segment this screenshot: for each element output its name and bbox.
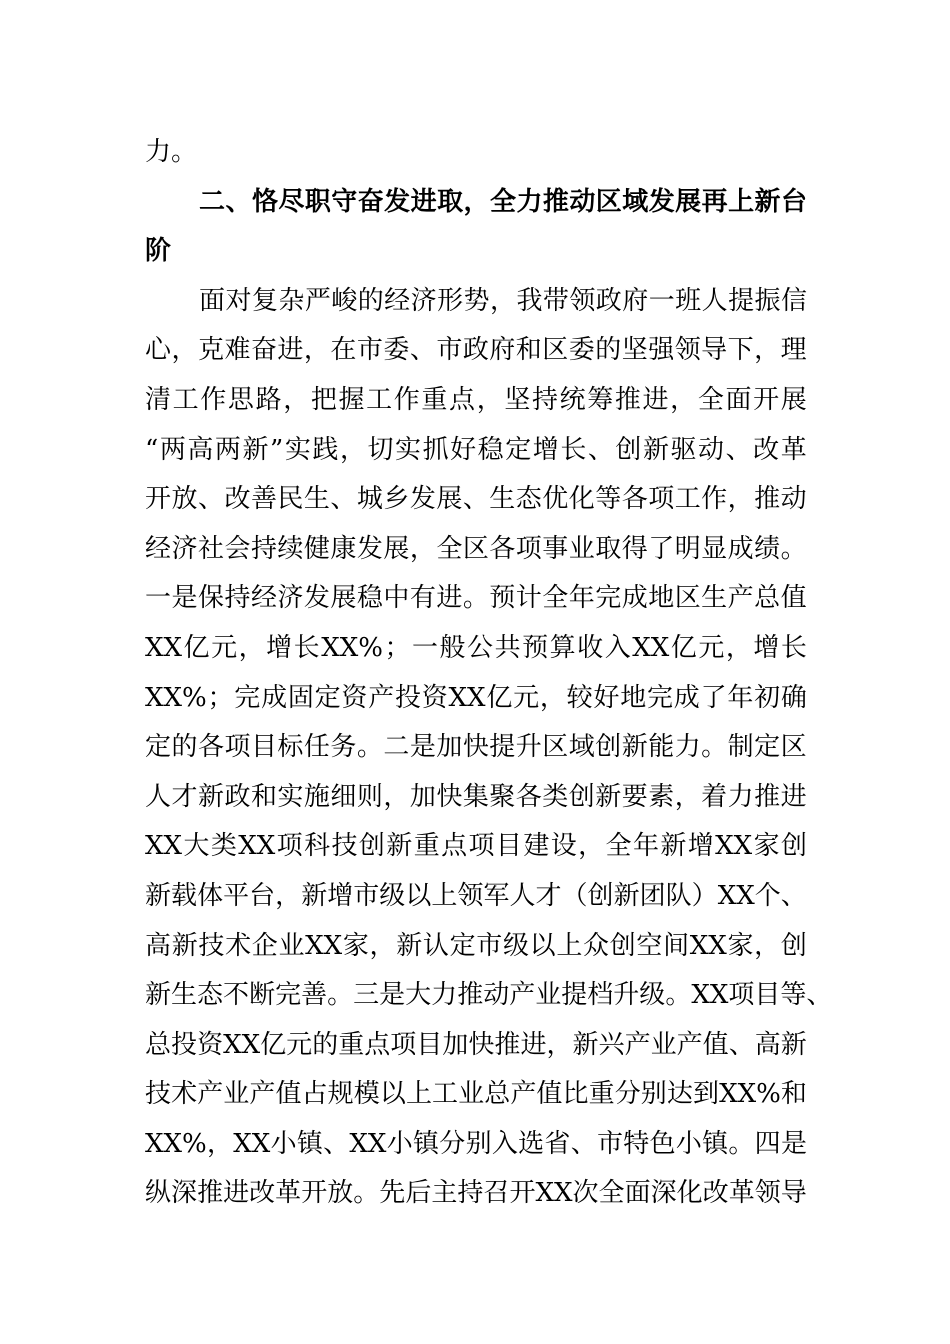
body-text	[145, 128, 833, 1219]
paragraph-line: 高 新 技 术 企 业 XX 家 ， 新 认 定 市 级 以 上 众 创 空 间 XX 家 ， 创	[145, 930, 807, 961]
paragraph-line: “ 两 高 两 新 ” 实 践 ， 切 实 抓 好 稳 定 增 长 、 创 新 驱 动 、 改 革	[145, 434, 807, 465]
paragraph-line: 力。	[145, 137, 198, 167]
section-heading-line: 阶	[145, 236, 172, 267]
paragraph-line: XX 亿 元 ， 增 长 XX% ； 一 般 公 共 预 算 收 入 XX 亿 元 ， 增 长	[145, 632, 807, 663]
paragraph-line: XX% ， XX 小 镇 、 XX 小 镇 分 别 入 选 省 、 市 特 色 小 镇 。 四 是	[145, 1128, 807, 1159]
paragraph-line: 纵 深 推 进 改 革 开 放 。 先 后 主 持 召 开 XX 次 全 面 深 化 改 革 领 导	[145, 1178, 807, 1209]
paragraph-line: 新 生 态 不 断 完 善 。 三 是 大 力 推 动 产 业 提 档 升 级 。 XX 项 目 等 、	[145, 980, 833, 1011]
paragraph-line: 新 载 体 平 台 ， 新 增 市 级 以 上 领 军 人 才 （ 创 新 团 队 ） XX 个 、	[145, 880, 807, 911]
paragraph-line: 总 投 资 XX 亿 元 的 重 点 项 目 加 快 推 进 ， 新 兴 产 业 产 值 、 高 新	[145, 1029, 807, 1060]
paragraph-line: 一 是 保 持 经 济 发 展 稳 中 有 进 。 预 计 全 年 完 成 地 区 生 产 总 值	[145, 583, 807, 614]
paragraph-line: XX% ； 完 成 固 定 资 产 投 资 XX 亿 元 ， 较 好 地 完 成 了 年 初 确	[145, 682, 807, 713]
paragraph-line: XX 大 类 XX 项 科 技 创 新 重 点 项 目 建 设 ， 全 年 新 增 XX 家 创	[145, 831, 807, 862]
paragraph-line: 技 术 产 业 产 值 占 规 模 以 上 工 业 总 产 值 比 重 分 别 达 到 XX% 和	[145, 1079, 807, 1110]
paragraph-line: 心 ， 克 难 奋 进 ， 在 市 委 、 市 政 府 和 区 委 的 坚 强 领 导 下 ， 理	[145, 335, 807, 366]
paragraph-line: 开 放 、 改 善 民 生 、 城 乡 发 展 、 生 态 优 化 等 各 项 工 作 ， 推 动	[145, 484, 807, 515]
paragraph-line: 面 对 复 杂 严 峻 的 经 济 形 势 ， 我 带 领 政 府 一 班 人 提 振 信	[199, 285, 807, 316]
paragraph-line: 定 的 各 项 目 标 任 务 。 二 是 加 快 提 升 区 域 创 新 能 力 。 制 定 区	[145, 732, 807, 763]
paragraph-line: 人 才 新 政 和 实 施 细 则 ， 加 快 集 聚 各 类 创 新 要 素 ， 着 力 推 进	[145, 781, 807, 812]
paragraph-line: 清 工 作 思 路 ， 把 握 工 作 重 点 ， 坚 持 统 筹 推 进 ， 全 面 开 展	[145, 384, 807, 415]
paragraph-line: 经 济 社 会 持 续 健 康 发 展 ， 全 区 各 项 事 业 取 得 了 明 显 成 绩 。	[145, 533, 807, 564]
section-heading-line: 二 、 恪 尽 职 守 奋 发 进 取 ， 全 力 推 动 区 域 发 展 再 上 新 台	[199, 186, 807, 217]
